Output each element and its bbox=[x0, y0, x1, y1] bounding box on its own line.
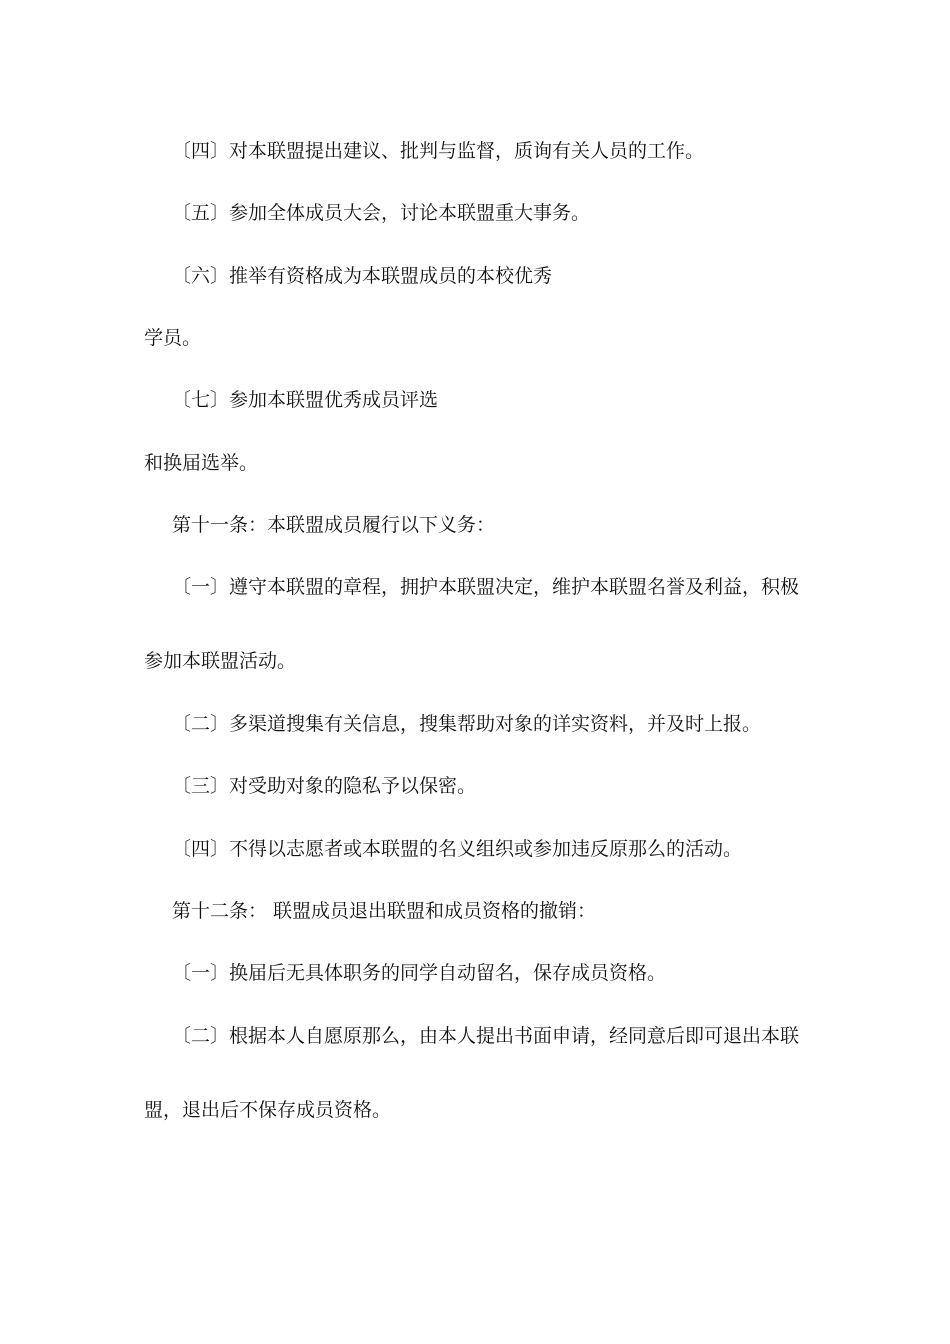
paragraph-line: 〔二〕根据本人自愿原那么，由本人提出书面申请，经同意后即可退出本联 bbox=[172, 1025, 800, 1047]
paragraph-line: 〔七〕参加本联盟优秀成员评选 bbox=[172, 389, 439, 411]
paragraph-line: 〔四〕不得以志愿者或本联盟的名义组织或参加违反原那么的活动。 bbox=[172, 838, 743, 860]
paragraph-line: 参加本联盟活动。 bbox=[144, 650, 297, 672]
paragraph-line: 盟，退出后不保存成员资格。 bbox=[144, 1099, 392, 1121]
paragraph-line: 〔四〕对本联盟提出建议、批判与监督，质询有关人员的工作。 bbox=[172, 140, 705, 162]
paragraph-line: 和换届选举。 bbox=[144, 452, 259, 474]
paragraph-line: 〔三〕对受助对象的隐私予以保密。 bbox=[172, 775, 477, 797]
paragraph-line: 〔一〕换届后无具体职务的同学自动留名，保存成员资格。 bbox=[172, 962, 667, 984]
paragraph-line: 〔二〕多渠道搜集有关信息，搜集帮助对象的详实资料，并及时上报。 bbox=[172, 713, 762, 735]
paragraph-line: 学员。 bbox=[144, 327, 202, 349]
paragraph-line: 〔六〕推举有资格成为本联盟成员的本校优秀 bbox=[172, 265, 553, 287]
paragraph-line: 〔五〕参加全体成员大会，讨论本联盟重大事务。 bbox=[172, 202, 591, 224]
article-heading: 第十一条：本联盟成员履行以下义务： bbox=[172, 514, 496, 536]
article-heading: 第十二条： 联盟成员退出联盟和成员资格的撤销： bbox=[172, 900, 597, 922]
paragraph-line: 〔一〕遵守本联盟的章程，拥护本联盟决定，维护本联盟名誉及利益，积极 bbox=[172, 576, 800, 598]
